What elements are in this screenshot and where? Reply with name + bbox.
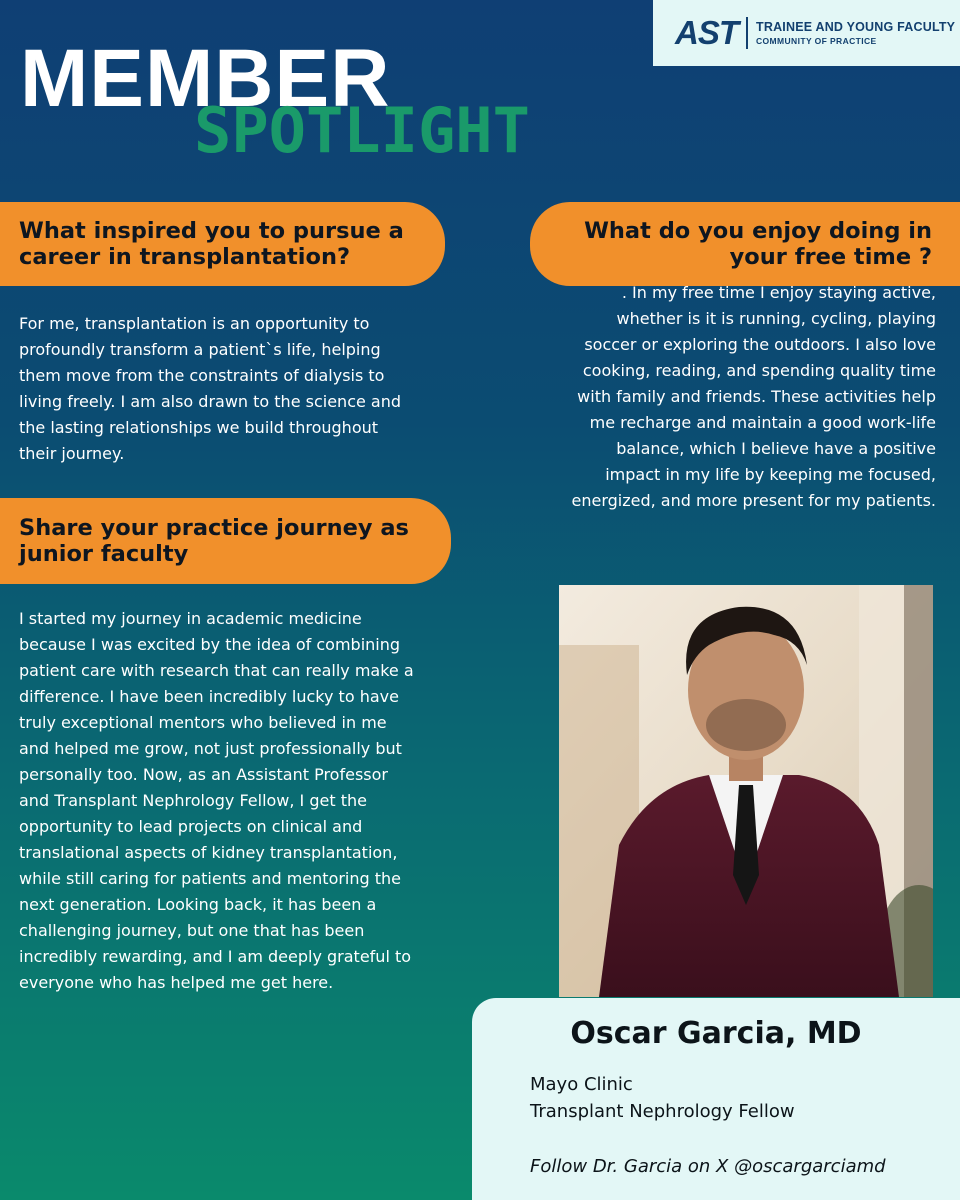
logo-divider (746, 17, 748, 49)
title-spotlight: SPOTLIGHT (194, 94, 530, 167)
logo-text (756, 20, 955, 46)
question-heading-inspiration: What inspired you to pursue a career in transplantation? (0, 202, 445, 286)
social-follow-link[interactable]: Follow Dr. Garcia on X @oscargarciamd (530, 1156, 886, 1177)
organization: Mayo Clinic (530, 1074, 633, 1095)
title-member: MEMBER (20, 33, 391, 124)
role-title: Transplant Nephrology Fellow (530, 1101, 795, 1122)
ast-logo (653, 0, 960, 66)
ast-logo-mark: AST (675, 14, 738, 51)
logo-line2: COMMUNITY OF PRACTICE (756, 36, 877, 46)
person-name: Oscar Garcia, MD (570, 1016, 862, 1051)
question-heading-free-time: What do you enjoy doing in your free time ? (530, 202, 960, 286)
question-heading-practice-journey: Share your practice journey as junior faculty (0, 498, 451, 584)
answer-free-time: . In my free time I enjoy staying active, whether is it is running, cycling, playing soccer or exploring the outdoors. I also love cooking, reading, and spending quality time with family and friends. These activities help me recharge and maintain a good work-life balance, which I believe have a positive impact in my life by keeping me focused, energized, and more present for my patients. (571, 283, 936, 510)
portrait-illustration (559, 585, 933, 997)
answer-inspiration: For me, transplantation is an opportunity to profoundly transform a patient`s life, helping them move from the constraints of dialysis to living freely. I am also drawn to the science and the lasting relationships we build throughout their journey. (19, 314, 402, 463)
profile-card (472, 998, 960, 1200)
profile-photo (559, 585, 933, 997)
answer-practice-journey: I started my journey in academic medicine because I was excited by the idea of combining patient care with research that can really make a difference. I have been incredibly lucky to have truly exceptional mentors who believed in me and helped me grow, not just professionally but personally too. Now, as an Assistant Professor and Transplant Nephrology Fellow, I get the opportunity to lead projects on clinical and translational aspects of kidney transplantation, while still caring for patients and mentoring the next generation. Looking back, it has been a challenging journey, but one that has been incredibly rewarding, and I am deeply grateful to everyone who has helped me get here. (19, 609, 414, 992)
logo-line1: TRAINEE AND YOUNG FACULTY (756, 20, 956, 34)
